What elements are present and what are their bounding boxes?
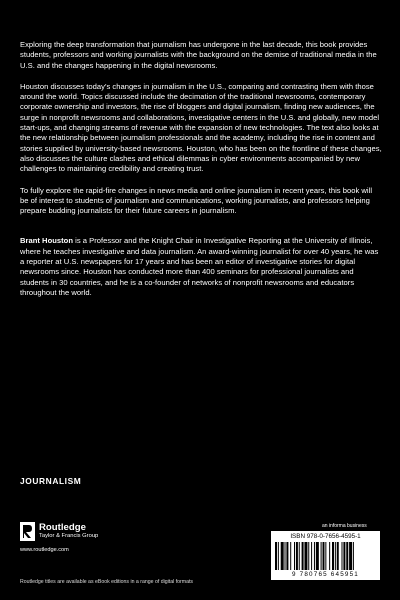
- description-paragraph-3: To fully explore the rapid-fire changes in news media and online journalism in recent years, this book will be of interest to students of journalism and communications, working journalists, and professors helping prepare budding journalists for their future careers in journalism.: [20, 185, 373, 216]
- author-bio: [20, 236, 382, 298]
- informa-business-note: an informa business: [322, 523, 367, 529]
- routledge-logo-icon: [20, 522, 35, 541]
- description-paragraph-2: Houston discusses today’s changes in journalism in the U.S., comparing and contrasting them with those around the world. Topics discussed include the decimation of the traditional newsrooms, contemporary corporate ownership and investors, the rise of bloggers and digital journalism, finding new audiences, the surge in nonprofit newsrooms and collaborations, investigative centers in the U.S. and globally, new model start-ups, and changing streams of revenue with the expansion of new technologies. The text also looks at the new relationship between journalism professionals and the academy, including the rise in content and stories supplied by university-based newsrooms. Houston, who has been on the frontline of these changes, also discusses the culture clashes and ethical dilemmas in cyber environments accompanied by new challenges to maintaining credibility and creating trust.: [20, 81, 382, 174]
- publisher-logo: [20, 522, 98, 541]
- barcode-panel: [271, 531, 380, 580]
- description-paragraph-1: Exploring the deep transformation that journalism has undergone in the last decade, this book provides students, professors and working journalists with the background on the demise of traditional media in the U.S. and the changes happening in the digital newsrooms.: [20, 40, 377, 70]
- ebook-note: Routledge titles are available as eBook editions in a range of digital formats: [20, 579, 194, 585]
- author-bio-text: is a Professor and the Knight Chair in Investigative Reporting at the University of Illinois, where he teaches investigative and data journalism. An award-winning journalist for over 40 years, he was a reporter at U.S. newspapers for 17 years and has been an editor of investigative stories for digital newsrooms since. Houston has conducted more than 400 seminars for professional journalists and students in 30 countries, and he is a co-founder of networks of nonprofit newsrooms and educators throughout the world.: [20, 236, 379, 297]
- author-name: Brant Houston: [20, 236, 73, 246]
- barcode-number: 9 780765 645951: [291, 571, 360, 578]
- publisher-name: Routledge: [39, 522, 86, 533]
- publisher-block: [20, 522, 98, 553]
- publisher-website: www.routledge.com: [20, 547, 69, 553]
- back-cover-text: [20, 40, 382, 309]
- isbn-text: ISBN 978-0-7656-4595-1: [290, 533, 361, 540]
- publisher-group: Taylor & Francis Group: [39, 533, 99, 539]
- subject-category: JOURNALISM: [20, 476, 82, 486]
- barcode-icon: [275, 542, 376, 570]
